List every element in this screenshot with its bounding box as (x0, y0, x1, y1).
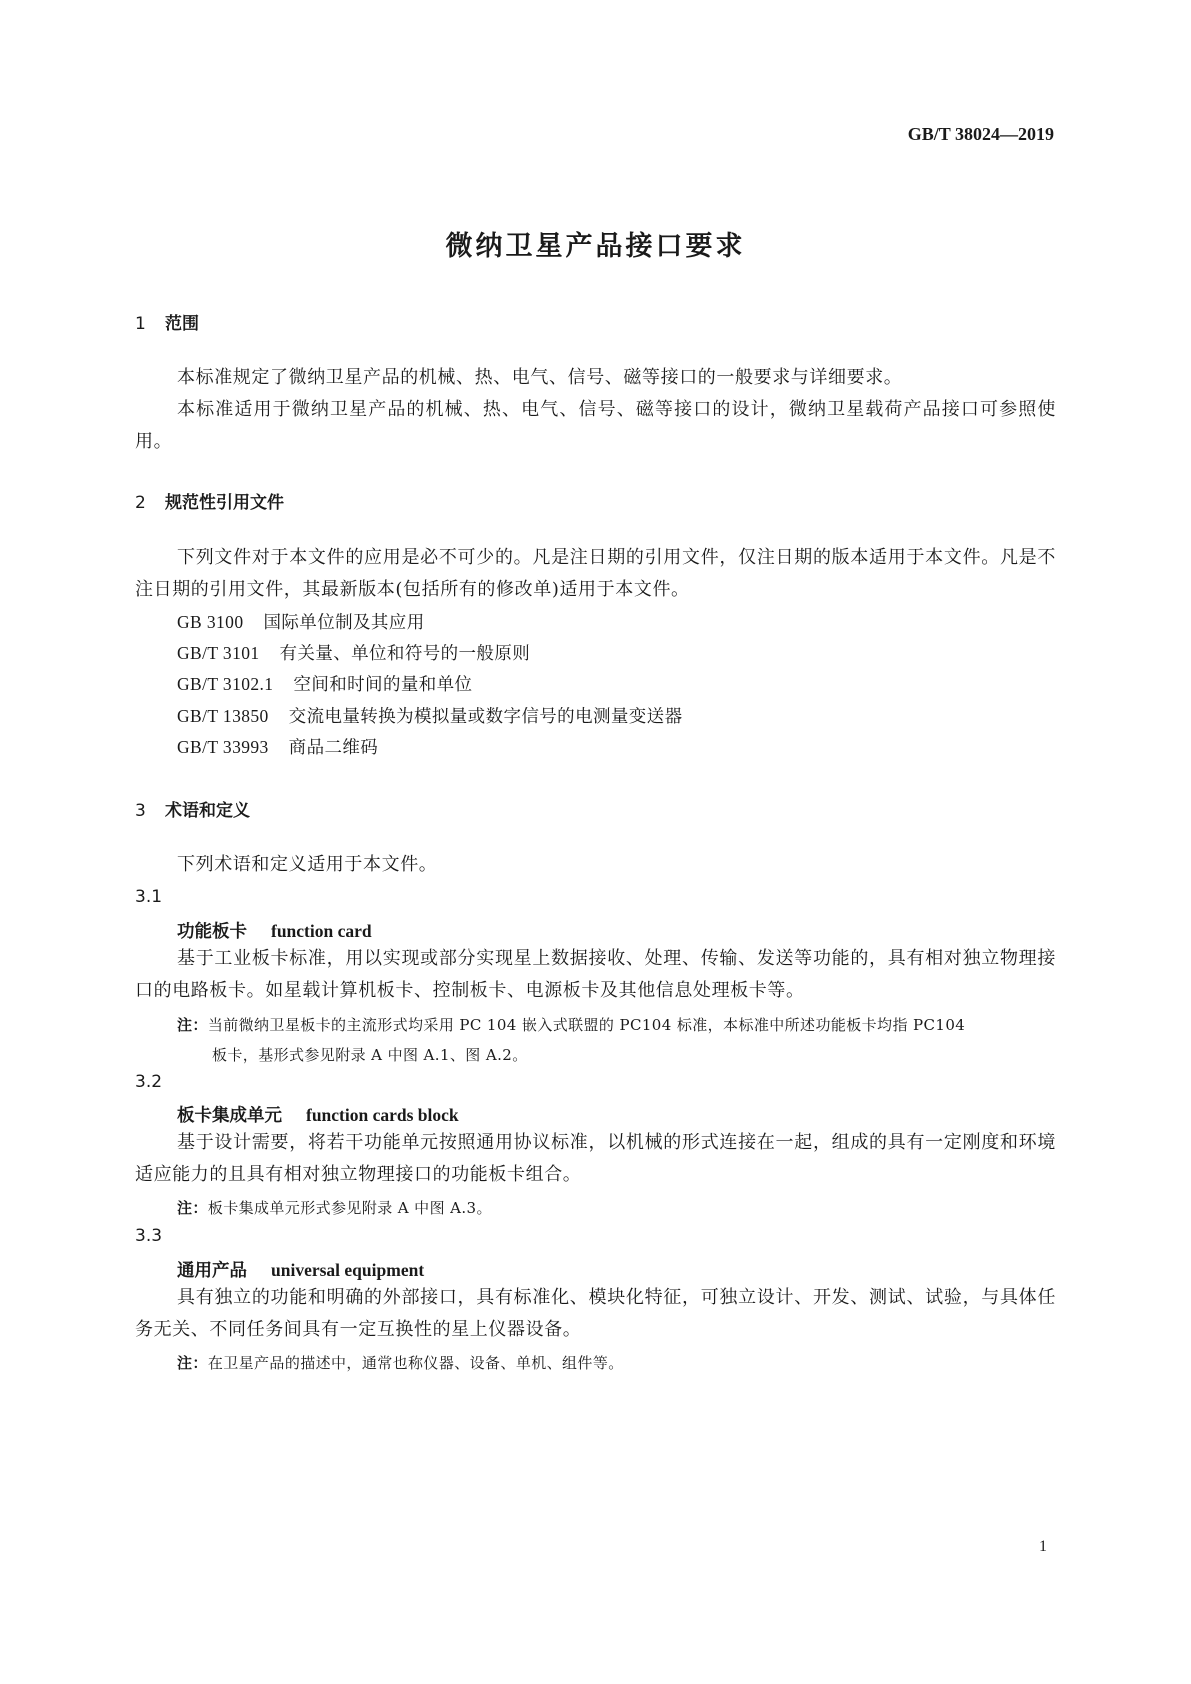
section-number: 2 (135, 493, 146, 513)
term-chinese: 通用产品 (177, 1261, 247, 1281)
reference-item (177, 640, 530, 667)
sec1-paragraph-1: 本标准规定了微纳卫星产品的机械、热、电气、信号、磁等接口的一般要求与详细要求。 (177, 367, 903, 388)
reference-code: GB/T 3102.1 (177, 674, 274, 694)
note-text: 当前微纳卫星板卡的主流形式均采用 PC 104 嵌入式联盟的 PC104 标准，本标准中所述功能板卡均指 PC104 (207, 1016, 966, 1034)
reference-item (177, 671, 472, 698)
note-text: 在卫星产品的描述中，通常也称仪器、设备、单机、组件等。 (207, 1354, 624, 1372)
term-number: 3.1 (135, 887, 163, 907)
sec1-paragraph-2: 本标准适用于微纳卫星产品的机械、热、电气、信号、磁等接口的设计，微纳卫星载荷产品接口可参照使用。 (135, 399, 1056, 452)
term-chinese: 功能板卡 (177, 922, 247, 942)
term-english: function card (271, 921, 372, 941)
reference-code: GB/T 3101 (177, 643, 260, 663)
note-label: 注： (177, 1354, 208, 1372)
term-note (177, 1010, 1057, 1070)
section-1-heading (135, 309, 199, 334)
note-label: 注： (177, 1199, 208, 1217)
term-heading (177, 918, 372, 943)
reference-item (177, 609, 425, 636)
reference-title: 商品二维码 (288, 738, 379, 758)
reference-code: GB/T 33993 (177, 737, 269, 757)
term-definition: 基于工业板卡标准，用以实现或部分实现星上数据接收、处理、传输、发送等功能的，具有相对独立物理接口的电路板卡。如星载计算机板卡、控制板卡、电源板卡及其他信息处理板卡等。 (135, 948, 1056, 1001)
standard-code: GB/T 38024—2019 (907, 124, 1054, 144)
section-title: 术语和定义 (165, 801, 250, 821)
section-2-heading (135, 488, 284, 513)
reference-title: 交流电量转换为模拟量或数字信号的电测量变送器 (288, 707, 683, 727)
sec3-paragraph-1: 下列术语和定义适用于本文件。 (177, 854, 438, 875)
note-text: 板卡，基形式参见附录 A 中图 A.1、图 A.2。 (212, 1046, 528, 1064)
reference-title: 有关量、单位和符号的一般原则 (279, 644, 531, 664)
term-heading (177, 1102, 459, 1127)
section-title: 范围 (165, 314, 199, 334)
section-title: 规范性引用文件 (165, 493, 284, 513)
term-heading (177, 1257, 424, 1282)
reference-item (177, 734, 378, 761)
note-text: 板卡集成单元形式参见附录 A 中图 A.3。 (207, 1199, 492, 1217)
section-number: 1 (135, 314, 146, 334)
term-english: function cards block (306, 1105, 459, 1125)
document-title: 微纳卫星产品接口要求 (445, 231, 746, 262)
term-chinese: 板卡集成单元 (177, 1106, 282, 1126)
reference-title: 国际单位制及其应用 (263, 613, 425, 633)
reference-code: GB/T 13850 (177, 706, 269, 726)
term-definition: 基于设计需要，将若干功能单元按照通用协议标准，以机械的形式连接在一起，组成的具有一定刚度和环境适应能力的且具有相对独立物理接口的功能板卡组合。 (135, 1132, 1056, 1185)
term-note (177, 1348, 1057, 1378)
term-number: 3.2 (135, 1072, 163, 1092)
section-number: 3 (135, 801, 146, 821)
reference-title: 空间和时间的量和单位 (293, 675, 473, 695)
term-number: 3.3 (135, 1226, 163, 1246)
term-definition: 具有独立的功能和明确的外部接口，具有标准化、模块化特征，可独立设计、开发、测试、试验，与具体任务无关、不同任务间具有一定互换性的星上仪器设备。 (135, 1287, 1056, 1340)
page-number: 1 (1039, 1538, 1047, 1555)
sec2-paragraph-1: 下列文件对于本文件的应用是必不可少的。凡是注日期的引用文件，仅注日期的版本适用于本文件。凡是不注日期的引用文件，其最新版本(包括所有的修改单)适用于本文件。 (135, 547, 1056, 600)
reference-item (177, 703, 682, 730)
reference-code: GB 3100 (177, 612, 244, 632)
term-note (177, 1193, 1057, 1223)
note-label: 注： (177, 1016, 208, 1034)
term-english: universal equipment (271, 1260, 425, 1280)
section-3-heading (135, 796, 250, 821)
